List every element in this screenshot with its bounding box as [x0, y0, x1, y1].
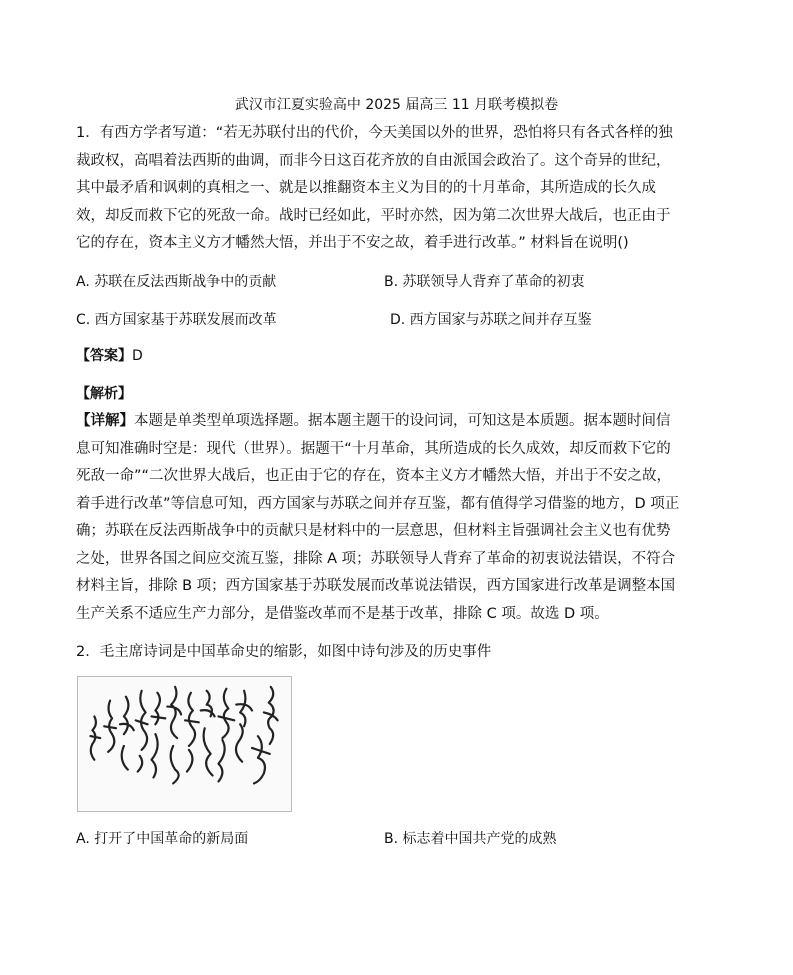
- question-2-stem: [76, 639, 680, 667]
- detail-label: 【详解】: [76, 413, 134, 429]
- question-1-option-c: C. 西方国家基于苏联发展而改革: [76, 312, 277, 328]
- question-1-option-b: B. 苏联领导人背弃了革命的初衷: [384, 274, 585, 290]
- document-title: 武汉市江夏实验高中 2025 届高三 11 月联考模拟卷: [234, 97, 559, 113]
- question-1-stem: [76, 120, 680, 258]
- analysis-label: 【解析】: [76, 386, 132, 402]
- calligraphy-drawing: [78, 677, 291, 811]
- detail-paragraph: [76, 408, 680, 628]
- answer-line: [76, 346, 143, 366]
- question-2-text: 2．毛主席诗词是中国革命史的缩影，如图中诗句涉及的历史事件: [76, 644, 492, 660]
- question-1-option-d: D. 西方国家与苏联之间并存互鉴: [390, 312, 592, 328]
- question-1-explanation: [76, 408, 680, 628]
- question-2-option-b: B. 标志着中国共产党的成熟: [384, 831, 557, 847]
- detail-text: 本题是单类型单项选择题。据本题主题干的设问词，可知这是本质题。据本题时间信息可知准确时空是：现代（世界）。据题干“十月革命，其所造成的长久成效，却反而救下它的死敌一命”“二次世界大战后，也正由于它的存在，资本主义方才幡然大悟，并出于不安之故，着手进行改革”等信息可知，西方国家与苏联之间并存互鉴，都有值得学习借鉴的地方，D 项正确；苏联在反法西斯战争中的贡献只是材料中的一层意思，但材料主旨强调社会主义也有优势之处，世界各国之间应交流互鉴，排除 A 项；苏联领导人背弃了革命的初衷说法错误，不符合材料主旨，排除 B 项；西方国家基于苏联发展而改革说法错误，西方国家进行改革是调整本国生产关系不适应生产力部分，是借鉴改革而不是基于改革，排除 C 项。故选 D 项。: [76, 413, 680, 622]
- answer-value: D: [132, 348, 143, 364]
- answer-label: 【答案】: [76, 348, 132, 364]
- question-2-option-a: A. 打开了中国革命的新局面: [76, 831, 249, 847]
- calligraphy-image: [77, 676, 292, 812]
- question-1-text: 1．有西方学者写道：“若无苏联付出的代价，今天美国以外的世界，恐怕将只有各式各样的独裁政权，高唱着法西斯的曲调，而非今日这百花齐放的自由派国会政治了。这个奇异的世纪，其中最矛盾和讽刺的真相之一、就是以推翻资本主义为目的的十月革命，其所造成的长久成效，却反而救下它的死敌一命。战时已经如此，平时亦然，因为第二次世界大战后，也正由于它的存在，资本主义方才幡然大悟，并出于不安之故，着手进行改革。” 材料旨在说明(): [76, 125, 673, 251]
- question-1-option-a: A. 苏联在反法西斯战争中的贡献: [76, 274, 277, 290]
